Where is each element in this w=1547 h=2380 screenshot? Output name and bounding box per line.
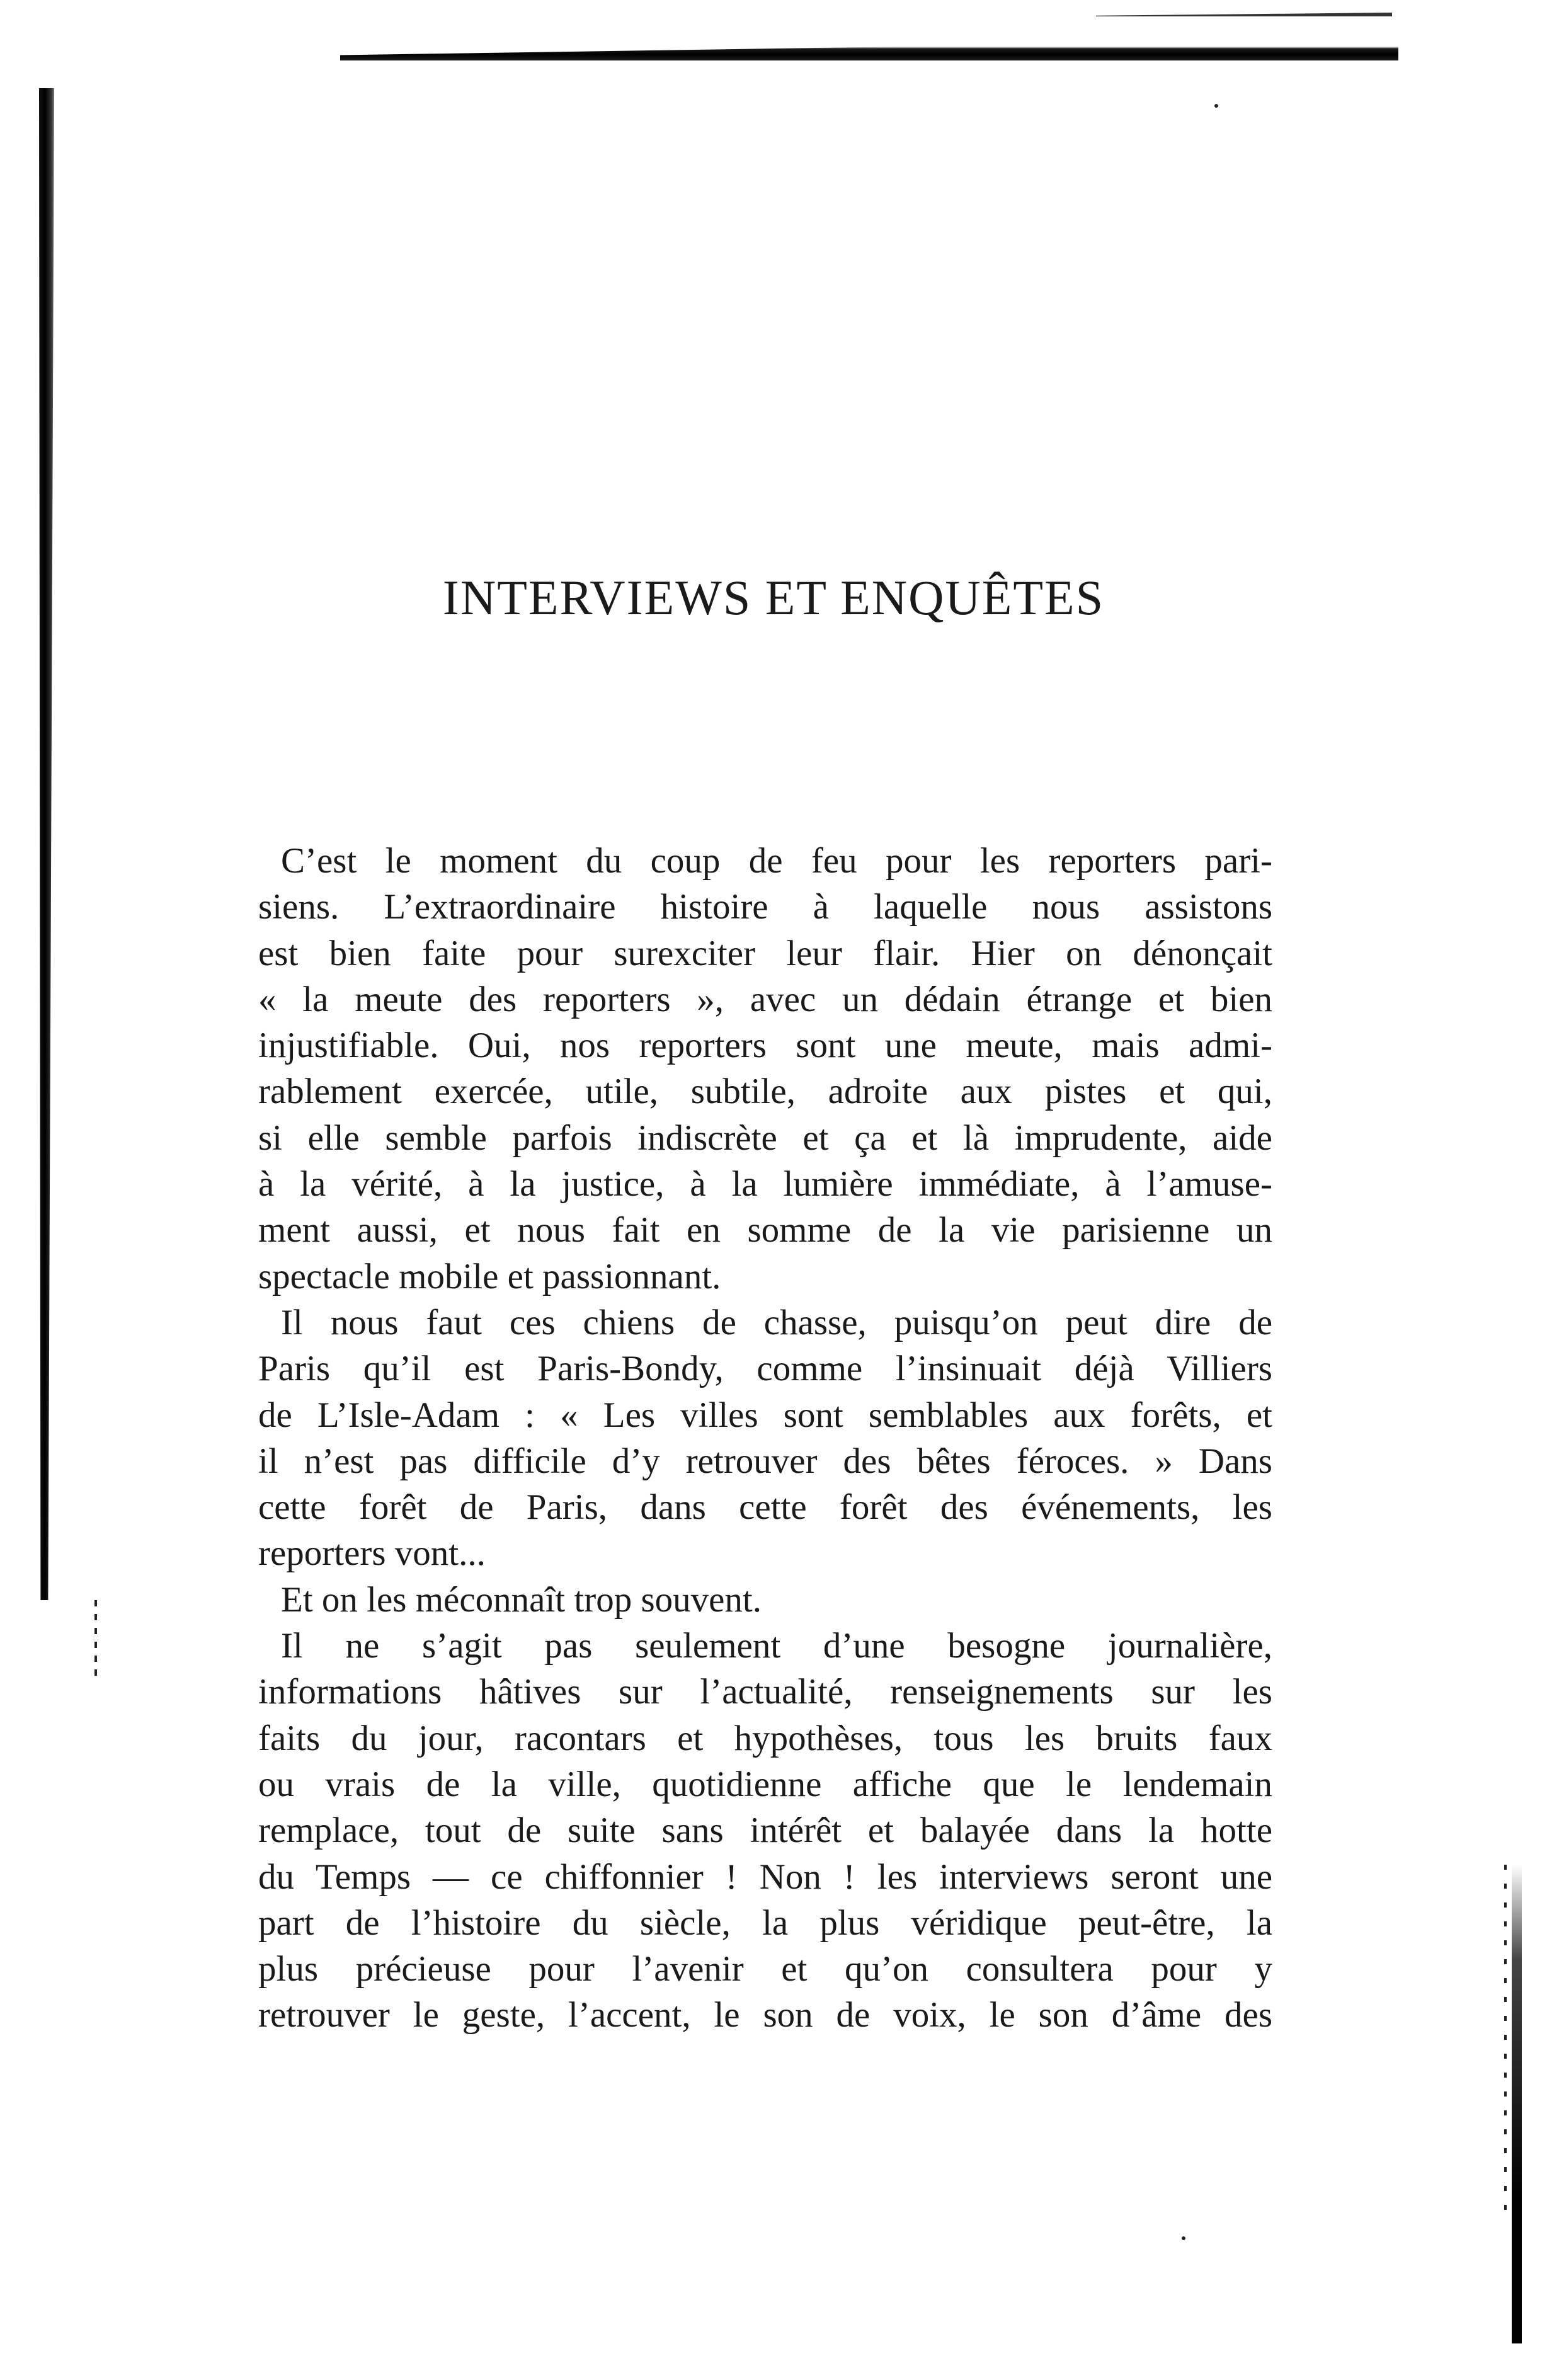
text-line: rablement exercée, utile, subtile, adroite aux pistes et qui,	[258, 1072, 1272, 1112]
text-line: Paris qu’il est Paris-Bondy, comme l’insinuait déjà Villiers	[258, 1349, 1272, 1389]
body-text	[258, 838, 1272, 2039]
text-line: ou vrais de la ville, quotidienne affiche que le lendemain	[258, 1764, 1272, 1804]
text-line: cette forêt de Paris, dans cette forêt des événements, les	[258, 1487, 1272, 1528]
text-line: injustifiable. Oui, nos reporters sont une meute, mais admi-	[258, 1026, 1272, 1066]
text-line: faits du jour, racontars et hypothèses, tous les bruits faux	[258, 1718, 1272, 1758]
text-line: plus précieuse pour l’avenir et qu’on consultera pour y	[258, 1949, 1272, 1989]
text-line: « la meute des reporters », avec un dédain étrange et bien	[258, 979, 1272, 1019]
text-line: reporters vont...	[258, 1533, 486, 1574]
scan-right-edge-marks	[1504, 1865, 1507, 2217]
text-line: Et on les méconnaît trop souvent.	[281, 1579, 762, 1620]
text-line: C’est le moment du coup de feu pour les reporters pari-	[281, 841, 1272, 881]
scan-top-rule	[340, 39, 1398, 60]
text-line: si elle semble parfois indiscrète et ça et là imprudente, aide	[258, 1118, 1272, 1158]
scan-left-edge-marks	[94, 1600, 97, 1676]
scan-top-rule-thin	[1096, 13, 1392, 16]
scan-speck	[1214, 104, 1218, 108]
text-line: ment aussi, et nous fait en somme de la vie parisienne un	[258, 1210, 1272, 1250]
scan-right-edge-shadow	[1512, 1865, 1522, 2343]
text-line: spectacle mobile et passionnant.	[258, 1256, 721, 1296]
text-line: du Temps — ce chiffonnier ! Non ! les interviews seront une	[258, 1857, 1272, 1897]
text-line: retrouver le geste, l’accent, le son de voix, le son d’âme des	[258, 1995, 1272, 2035]
text-line: informations hâtives sur l’actualité, renseignements sur les	[258, 1672, 1272, 1712]
text-line: siens. L’extraordinaire histoire à laquelle nous assistons	[258, 887, 1272, 927]
page-title: INTERVIEWS ET ENQUÊTES	[442, 570, 1105, 625]
text-line: part de l’histoire du siècle, la plus véridique peut-être, la	[258, 1902, 1272, 1943]
scan-speck	[1182, 2236, 1185, 2240]
text-line: est bien faite pour surexciter leur flair. Hier on dénonçait	[258, 933, 1272, 973]
text-line: il n’est pas difficile d’y retrouver des bêtes féroces. » Dans	[258, 1441, 1272, 1481]
scan-left-edge-shadow	[39, 88, 54, 1600]
text-line: Il nous faut ces chiens de chasse, puisqu’on peut dire de	[281, 1302, 1272, 1342]
text-line: à la vérité, à la justice, à la lumière immédiate, à l’amuse-	[258, 1164, 1272, 1204]
text-line: Il ne s’agit pas seulement d’une besogne journalière,	[281, 1626, 1272, 1666]
text-line: remplace, tout de suite sans intérêt et balayée dans la hotte	[258, 1811, 1272, 1851]
text-line: de L’Isle-Adam : « Les villes sont semblables aux forêts, et	[258, 1395, 1272, 1435]
